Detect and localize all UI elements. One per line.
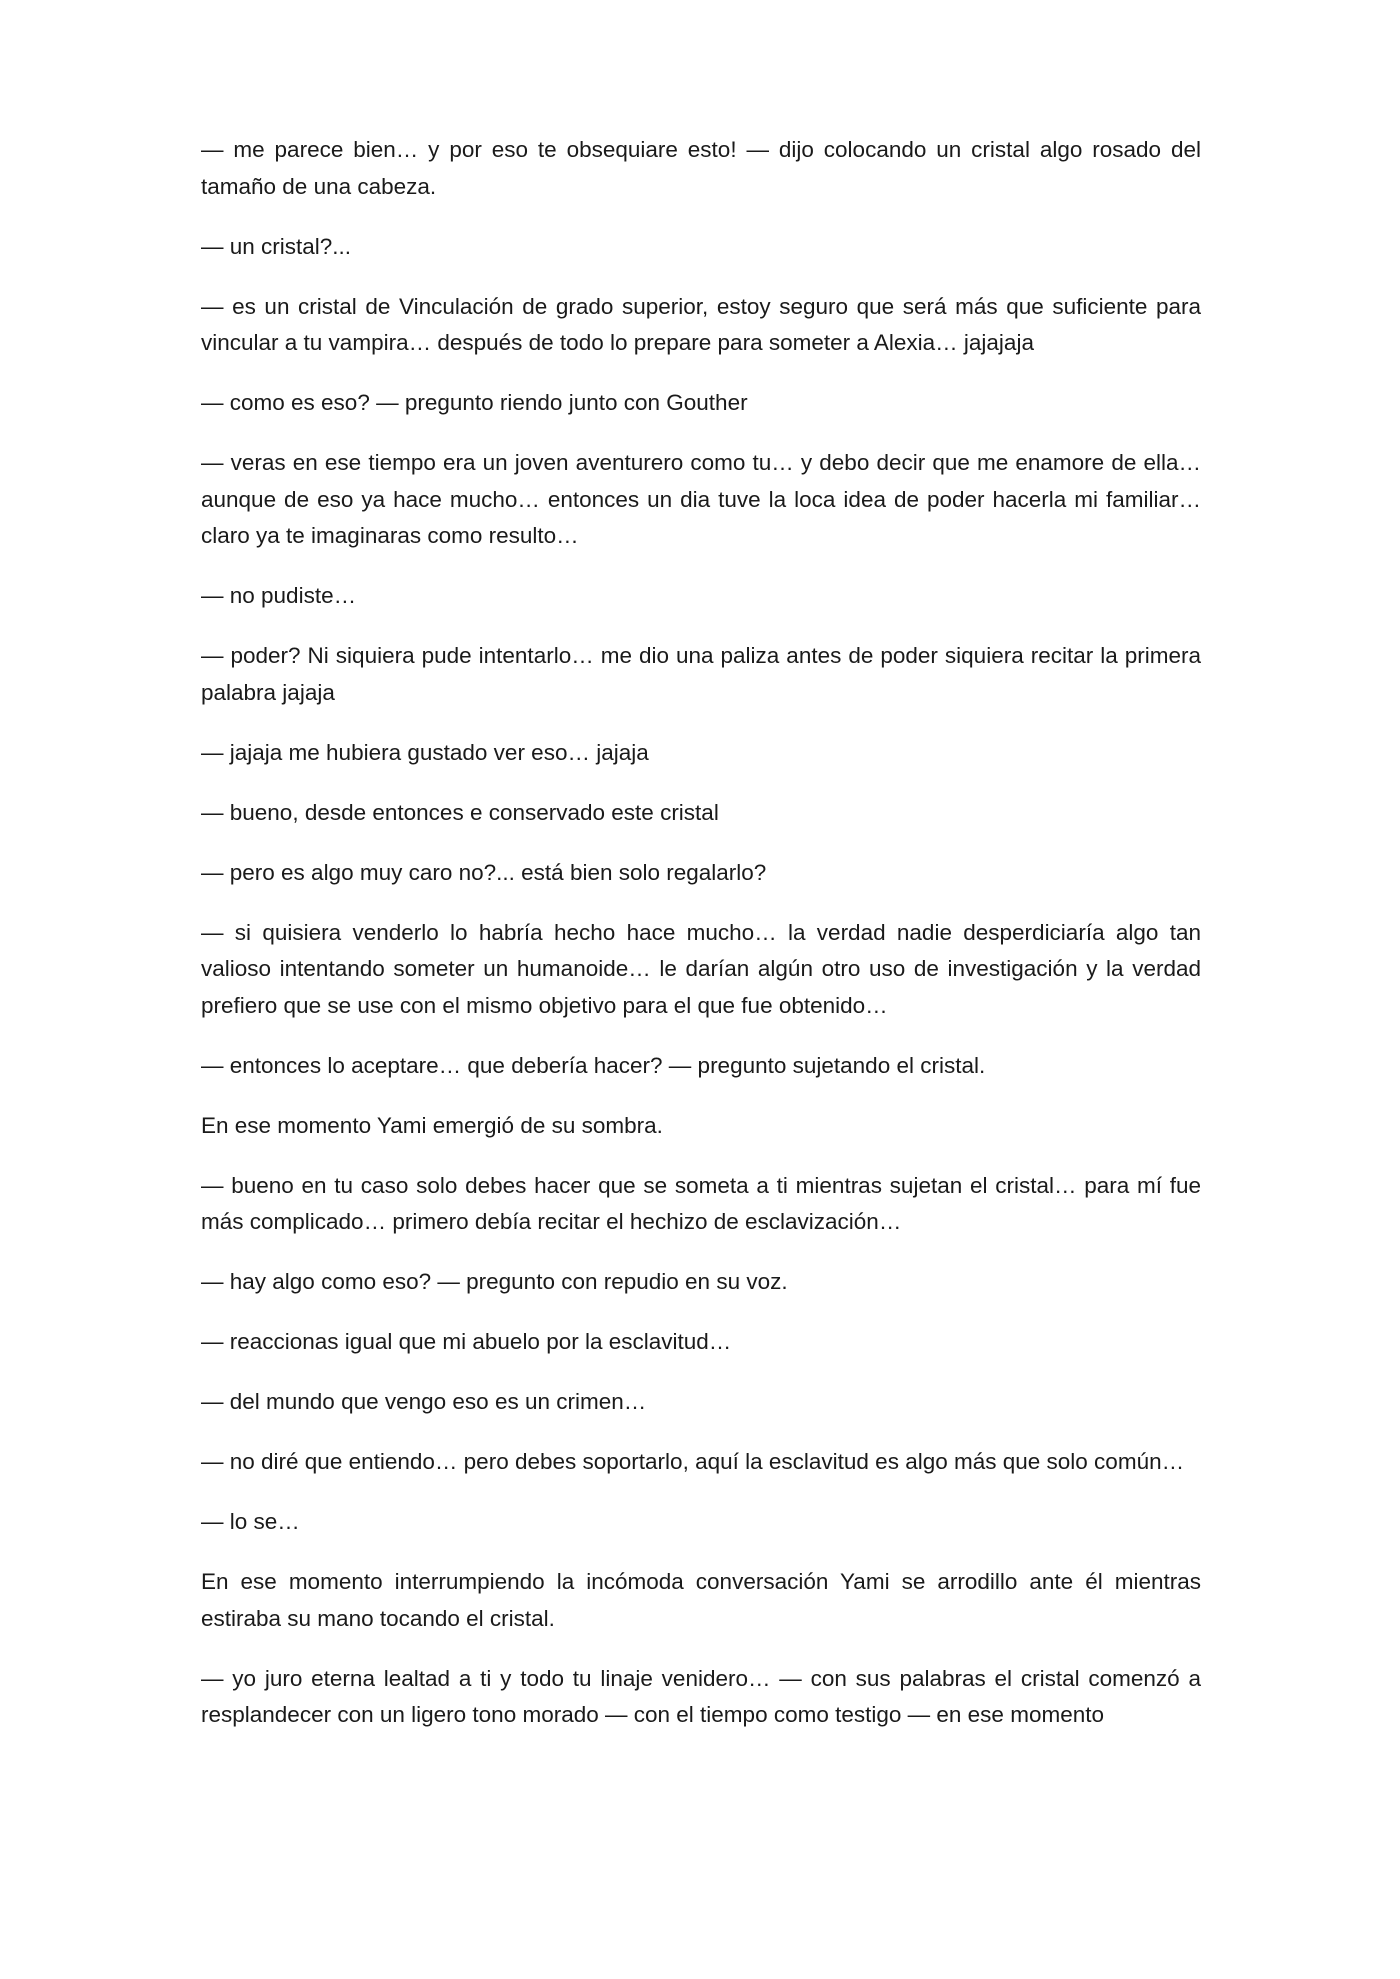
- paragraph-18: — no diré que entiendo… pero debes soportarlo, aquí la esclavitud es algo más que solo común…: [201, 1449, 1185, 1474]
- paragraph-16: — reaccionas igual que mi abuelo por la esclavitud…: [201, 1329, 732, 1354]
- paragraph-11: — si quisiera venderlo lo habría hecho hace mucho… la verdad nadie desperdiciaría algo tan valioso intentando someter un humanoide… le darían algún otro uso de investigación y la verdad prefiero que se use con el mismo objetivo para el que fue obtenido…: [201, 919, 1201, 1018]
- paragraph-3: — es un cristal de Vinculación de grado superior, estoy seguro que será más que suficiente para vincular a tu vampira… después de todo lo prepare para someter a Alexia… jajajaja: [201, 293, 1201, 355]
- paragraph-21: — yo juro eterna lealtad a ti y todo tu linaje venidero… — con sus palabras el cristal comenzó a resplandecer con un ligero tono morado — con el tiempo como testigo — en ese momento: [201, 1665, 1201, 1727]
- paragraph-6: — no pudiste…: [201, 583, 357, 608]
- paragraph-5: — veras en ese tiempo era un joven aventurero como tu… y debo decir que me enamore de ella… aunque de eso ya hace mucho… entonces un dia tuve la loca idea de poder hacerla mi familiar… claro ya te imaginaras como resulto…: [201, 450, 1201, 548]
- paragraph-13: En ese momento Yami emergió de su sombra.: [201, 1112, 663, 1138]
- paragraph-12: — entonces lo aceptare… que debería hacer? — pregunto sujetando el cristal.: [201, 1052, 986, 1078]
- paragraph-8: — jajaja me hubiera gustado ver eso… jajaja: [201, 739, 649, 765]
- paragraph-7: — poder? Ni siquiera pude intentarlo… me dio una paliza antes de poder siquiera recitar la primera palabra jajaja: [201, 643, 1201, 705]
- paragraph-10: — pero es algo muy caro no?... está bien solo regalarlo?: [201, 859, 767, 885]
- paragraph-9: — bueno, desde entonces e conservado este cristal: [201, 799, 719, 825]
- document-body: [201, 132, 1201, 1757]
- paragraph-4: — como es eso? — pregunto riendo junto con Gouther: [201, 390, 748, 415]
- paragraph-2: — un cristal?...: [201, 233, 352, 259]
- paragraph-1: — me parece bien… y por eso te obsequiare esto! — dijo colocando un cristal algo rosado del tamaño de una cabeza.: [201, 137, 1201, 199]
- paragraph-15: — hay algo como eso? — pregunto con repudio en su voz.: [201, 1269, 788, 1294]
- paragraph-19: — lo se…: [201, 1509, 300, 1534]
- paragraph-14: — bueno en tu caso solo debes hacer que se someta a ti mientras sujetan el cristal… para mí fue más complicado… primero debía recitar el hechizo de esclavización…: [201, 1172, 1201, 1234]
- paragraph-17: — del mundo que vengo eso es un crimen…: [201, 1389, 647, 1414]
- paragraph-20: En ese momento interrumpiendo la incómoda conversación Yami se arrodillo ante él mientras estiraba su mano tocando el cristal.: [201, 1569, 1201, 1631]
